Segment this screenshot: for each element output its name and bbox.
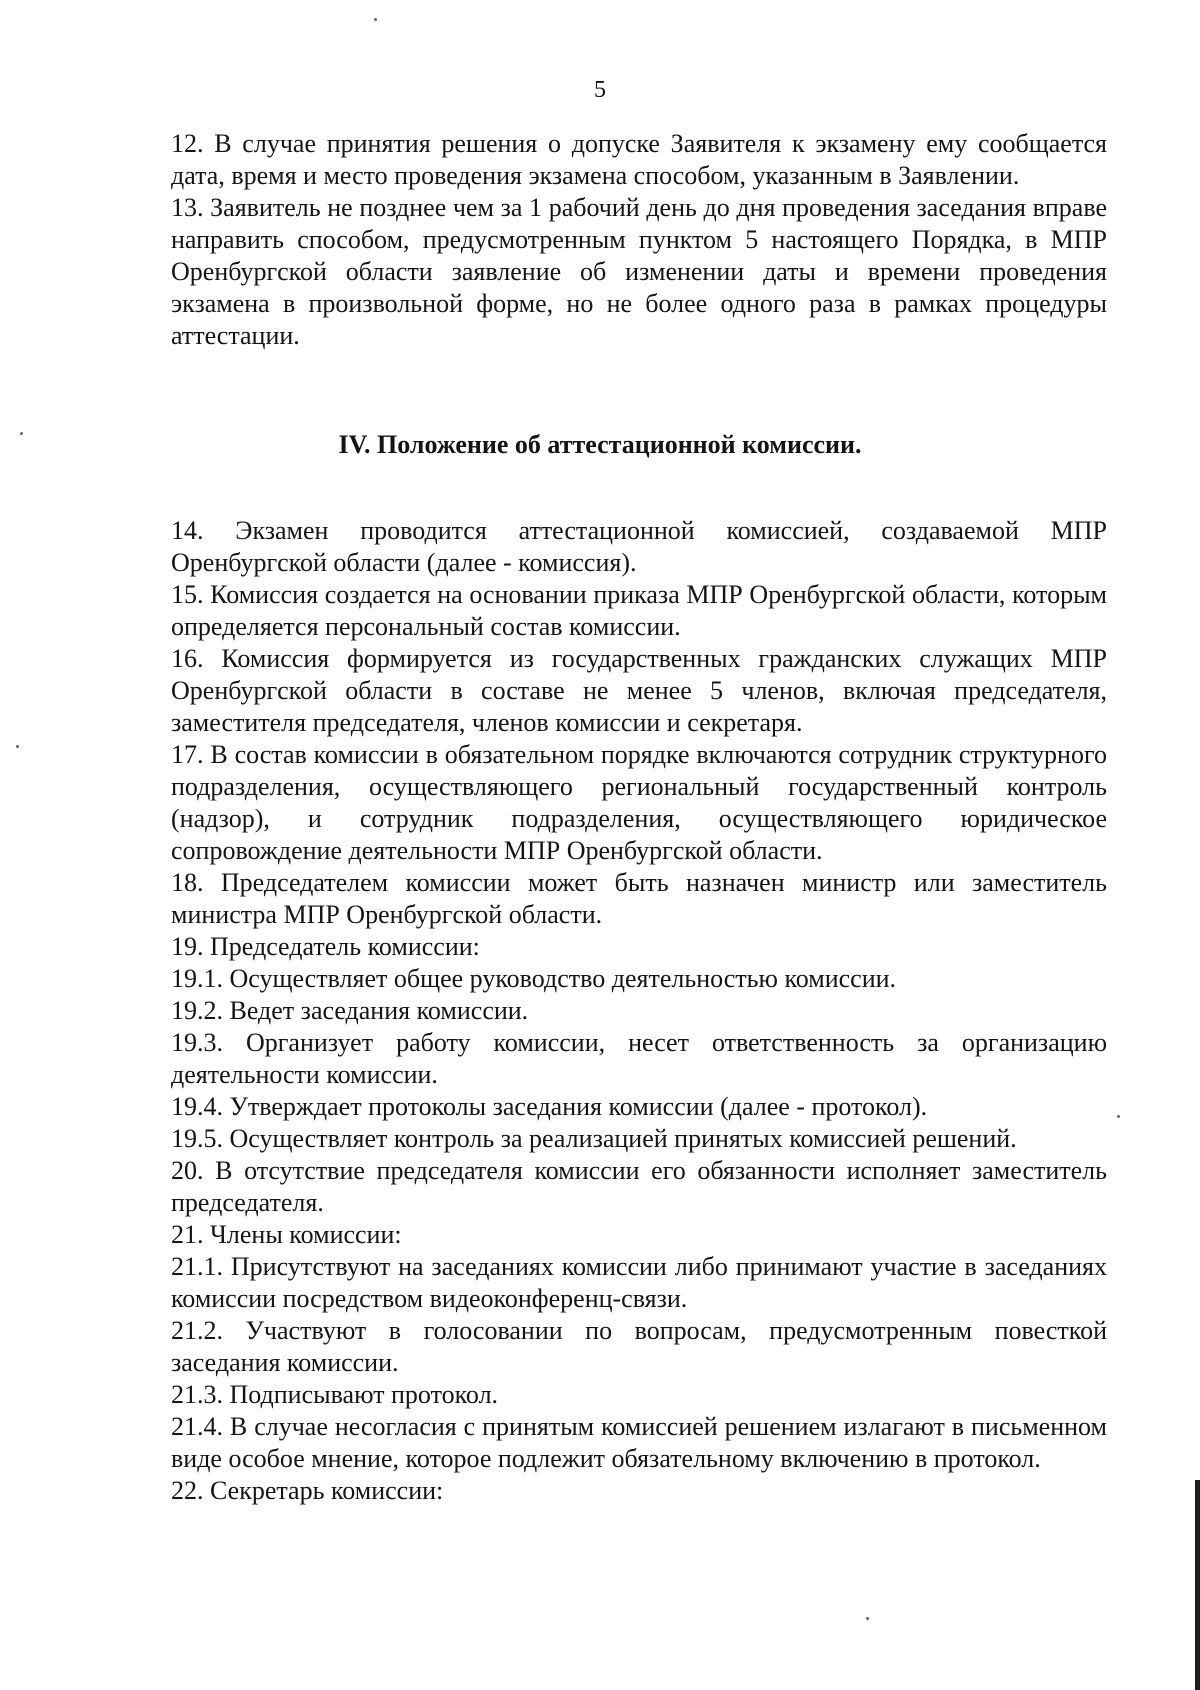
paragraph-13: 13. Заявитель не позднее чем за 1 рабочий день до дня проведения заседания вправе направить способом, предусмотренным пунктом 5 настоящего Порядка, в МПР Оренбургской области заявление об изменении даты и времени проведения экзамена в произвольной форме, но не более одного раза в рамках процедуры аттестации. [171,193,1107,350]
paragraph-19-1: 19.1. Осуществляет общее руководство деятельностью комиссии. [171,964,897,993]
scan-speck [20,432,23,435]
paragraph-19-3: 19.3. Организует работу комиссии, несет ответственность за организацию деятельности комиссии. [171,1028,1107,1089]
scan-speck [374,18,377,21]
scan-speck [16,745,19,748]
section-body [171,515,1107,1507]
paragraph-14: 14. Экзамен проводится аттестационной комиссией, создаваемой МПР Оренбургской области (далее - комиссия). [171,516,1107,577]
paragraph-17: 17. В состав комиссии в обязательном порядке включаются сотрудник структурного подразделения, осуществляющего региональный государственный контроль (надзор), и сотрудник подразделения, осуществляющего юридическое сопровождение деятельности МПР Оренбургской области. [171,740,1107,865]
paragraph-19-2: 19.2. Ведет заседания комиссии. [171,996,529,1025]
paragraph-12: 12. В случае принятия решения о допуске Заявителя к экзамену ему сообщается дата, время и место проведения экзамена способом, указанным в Заявлении. [171,129,1107,190]
paragraph-20: 20. В отсутствие председателя комиссии его обязанности исполняет заместитель председателя. [171,1156,1107,1217]
paragraph-16: 16. Комиссия формируется из государственных гражданских служащих МПР Оренбургской области в составе не менее 5 членов, включая председателя, заместителя председателя, членов комиссии и секретаря. [171,644,1107,737]
scan-speck [1117,1115,1120,1118]
paragraph-21: 21. Члены комиссии: [171,1220,402,1249]
paragraph-21-1: 21.1. Присутствуют на заседаниях комиссии либо принимают участие в заседаниях комиссии посредством видеоконференц-связи. [171,1252,1107,1313]
paragraph-21-2: 21.2. Участвуют в голосовании по вопросам, предусмотренным повесткой заседания комиссии. [171,1316,1107,1377]
page-number: 5 [594,77,606,103]
section-heading: IV. Положение об аттестационной комиссии. [338,430,862,459]
scan-speck [866,1617,869,1620]
paragraph-15: 15. Комиссия создается на основании приказа МПР Оренбургской области, которым определяется персональный состав комиссии. [171,580,1107,641]
paragraph-19-4: 19.4. Утверждает протоколы заседания комиссии (далее - протокол). [171,1092,928,1121]
paragraph-22: 22. Секретарь комиссии: [171,1476,444,1505]
scan-edge-shadow [1195,1480,1200,1690]
paragraph-18: 18. Председателем комиссии может быть назначен министр или заместитель министра МПР Оренбургской области. [171,868,1107,929]
paragraph-21-3: 21.3. Подписывают протокол. [171,1380,499,1409]
paragraph-19: 19. Председатель комиссии: [171,932,480,961]
paragraph-21-4: 21.4. В случае несогласия с принятым комиссией решением излагают в письменном виде особое мнение, которое подлежит обязательному включению в протокол. [171,1412,1107,1473]
paragraph-19-5: 19.5. Осуществляет контроль за реализацией принятых комиссией решений. [171,1124,1017,1153]
section-before [171,128,1107,352]
